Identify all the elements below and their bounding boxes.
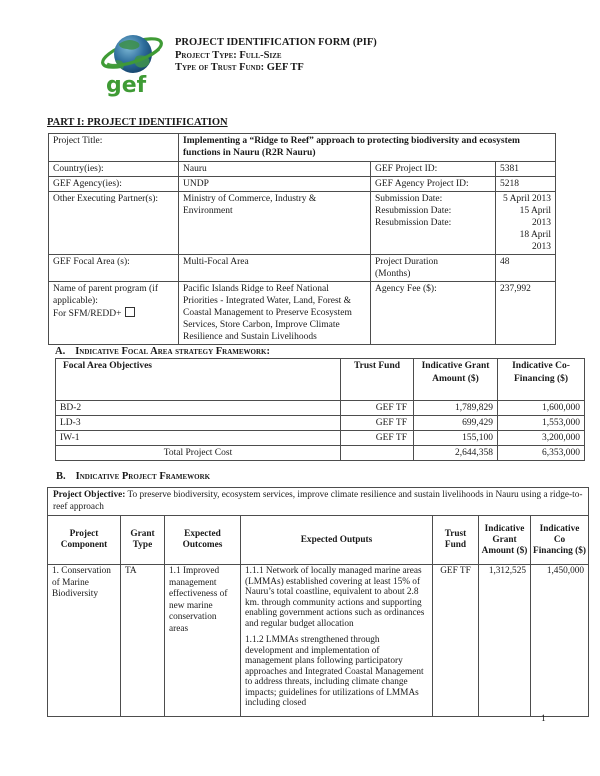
- component-cell: 1. Conservation of Marine Biodiversity: [48, 565, 121, 717]
- table-row: [56, 401, 585, 416]
- total-row: [56, 446, 585, 461]
- fund-cell: GEF TF: [433, 565, 479, 717]
- col-grant-amount: Indicative Grant Amount ($): [414, 359, 498, 401]
- total-cofinancing: 6,353,000: [498, 446, 585, 461]
- form-title: PROJECT IDENTIFICATION FORM (PIF): [175, 37, 377, 48]
- project-type-line: Project Type: Full-Size: [175, 49, 282, 61]
- gef-agency-value: UNDP: [179, 177, 371, 192]
- sfm-redd-line: [53, 307, 174, 320]
- country-value: Nauru: [179, 162, 371, 177]
- trust-fund-line: Type of Trust Fund: GEF TF: [175, 62, 304, 73]
- agency-project-id-value: 5218: [496, 177, 556, 192]
- parent-program-value: Pacific Islands Ridge to Reef National Priorities - Integrated Water, Land, Forest & Coastal Management to Preserve Ecosystem Services, Store Carbon, Improve Climate Resilience and Sustain Livelihoods: [179, 282, 371, 345]
- resubmission1-value: 15 April 2013: [519, 206, 551, 228]
- cofinancing-cell: 1,600,000: [498, 401, 585, 416]
- outcomes-cell: 1.1 Improved management effectiveness of new marine conservation areas: [165, 565, 241, 717]
- parent-program-label: Name of parent program (if applicable):: [53, 284, 158, 306]
- col-trust-fund: Trust Fund: [341, 359, 414, 401]
- project-framework-table: [47, 487, 589, 717]
- submission-date-label: Submission Date:: [375, 194, 443, 204]
- section-a-label: A.: [55, 346, 66, 357]
- submission-date-value: 5 April 2013: [502, 194, 551, 204]
- sfm-redd-checkbox: [125, 307, 135, 317]
- cofinancing-cell: 1,553,000: [498, 416, 585, 431]
- gef-project-id-value: 5381: [496, 162, 556, 177]
- partners-label: Other Executing Partner(s):: [49, 192, 179, 255]
- country-label: Country(ies):: [49, 162, 179, 177]
- total-grant: 2,644,358: [414, 446, 498, 461]
- objective-cell: IW-1: [56, 431, 341, 446]
- focal-area-value: Multi-Focal Area: [179, 255, 371, 282]
- gef-logo: [97, 30, 169, 98]
- project-title-value: Implementing a “Ridge to Reef” approach to protecting biodiversity and ecosystem functions in Nauru (R2R Nauru): [179, 134, 556, 162]
- table-row: [56, 431, 585, 446]
- objective-cell: LD-3: [56, 416, 341, 431]
- cofinancing-cell: 3,200,000: [498, 431, 585, 446]
- duration-value: 48: [496, 255, 556, 282]
- resubmission2-label: Resubmission Date:: [375, 218, 452, 228]
- section-b-heading: [56, 471, 210, 482]
- partners-value: Ministry of Commerce, Industry & Environment: [179, 192, 371, 255]
- col-cofinancing-b: Indicative Co Financing ($): [531, 516, 589, 565]
- grant-cell: 1,312,525: [479, 565, 531, 717]
- fund-cell: GEF TF: [341, 431, 414, 446]
- project-objective-text: To preserve biodiversity, ecosystem services, improve climate resilience and sustain livelihoods in Nauru using a ridge-to-reef approach: [53, 490, 583, 512]
- submission-labels: [371, 192, 496, 255]
- total-fund-empty: [341, 446, 414, 461]
- project-title-label: Project Title:: [49, 134, 179, 162]
- col-cofinancing: Indicative Co-Financing ($): [498, 359, 585, 401]
- grant-cell: 1,789,829: [414, 401, 498, 416]
- part1-heading: PART I: PROJECT IDENTIFICATION: [47, 117, 228, 128]
- agency-fee-label: Agency Fee ($):: [371, 282, 496, 345]
- gef-globe-icon: [97, 30, 169, 98]
- gef-agency-label: GEF Agency(ies):: [49, 177, 179, 192]
- parent-program-label-cell: [49, 282, 179, 345]
- agency-project-id-label: GEF Agency Project ID:: [371, 177, 496, 192]
- col-expected-outputs: Expected Outputs: [241, 516, 433, 565]
- outputs-cell: [241, 565, 433, 717]
- submission-values: [496, 192, 556, 255]
- objective-cell: BD-2: [56, 401, 341, 416]
- section-b-label: B.: [56, 471, 66, 482]
- sfm-redd-label: For SFM/REDD+: [53, 309, 122, 319]
- total-label: Total Project Cost: [56, 446, 341, 461]
- grant-cell: 155,100: [414, 431, 498, 446]
- grant-type-cell: TA: [121, 565, 165, 717]
- section-b-title: Indicative Project Framework: [75, 471, 211, 482]
- fund-cell: GEF TF: [341, 416, 414, 431]
- col-trust-fund-b: Trust Fund: [433, 516, 479, 565]
- resubmission2-value: 18 April 2013: [519, 230, 551, 252]
- col-project-component: Project Component: [48, 516, 121, 565]
- duration-label: Project Duration (Months): [371, 255, 496, 282]
- focal-area-label: GEF Focal Area (s):: [49, 255, 179, 282]
- cofinancing-cell: 1,450,000: [531, 565, 589, 717]
- table-row: [48, 565, 589, 717]
- document-header: [175, 37, 377, 75]
- col-focal-area-objectives: Focal Area Objectives: [56, 359, 341, 401]
- agency-fee-value: 237,992: [496, 282, 556, 345]
- resubmission1-label: Resubmission Date:: [375, 206, 452, 216]
- section-a-title: Indicative Focal Area strategy Framework:: [75, 346, 271, 357]
- col-grant-amount-b: Indicative Grant Amount ($): [479, 516, 531, 565]
- output-1-1-1: 1.1.1 Network of locally managed marine areas (LMMAs) established covering at least 15% of Nauru’s total coastline, equivalent to about 2.8 km. through community actions and supporting enabling government actions such as ordinances and regular budget allocation: [245, 566, 425, 629]
- table-row: [56, 416, 585, 431]
- project-objective-label: Project Objective:: [53, 490, 126, 500]
- page-number: 1: [541, 714, 546, 724]
- fund-cell: GEF TF: [341, 401, 414, 416]
- gef-project-id-label: GEF Project ID:: [371, 162, 496, 177]
- section-a-heading: [55, 346, 270, 357]
- gef-logo-text: gef: [106, 73, 147, 98]
- col-grant-type: Grant Type: [121, 516, 165, 565]
- focal-area-table: [55, 358, 585, 461]
- project-identification-table: [48, 133, 556, 345]
- grant-cell: 699,429: [414, 416, 498, 431]
- project-objective-cell: [48, 488, 589, 516]
- col-expected-outcomes: Expected Outcomes: [165, 516, 241, 565]
- output-1-1-2: 1.1.2 LMMAs strengthened through development and implementation of management plans following participatory approaches and Integrated Coastal Management to address threats, including climate change impacts; guidelines for utilizations of LMMAs including closed: [245, 635, 424, 708]
